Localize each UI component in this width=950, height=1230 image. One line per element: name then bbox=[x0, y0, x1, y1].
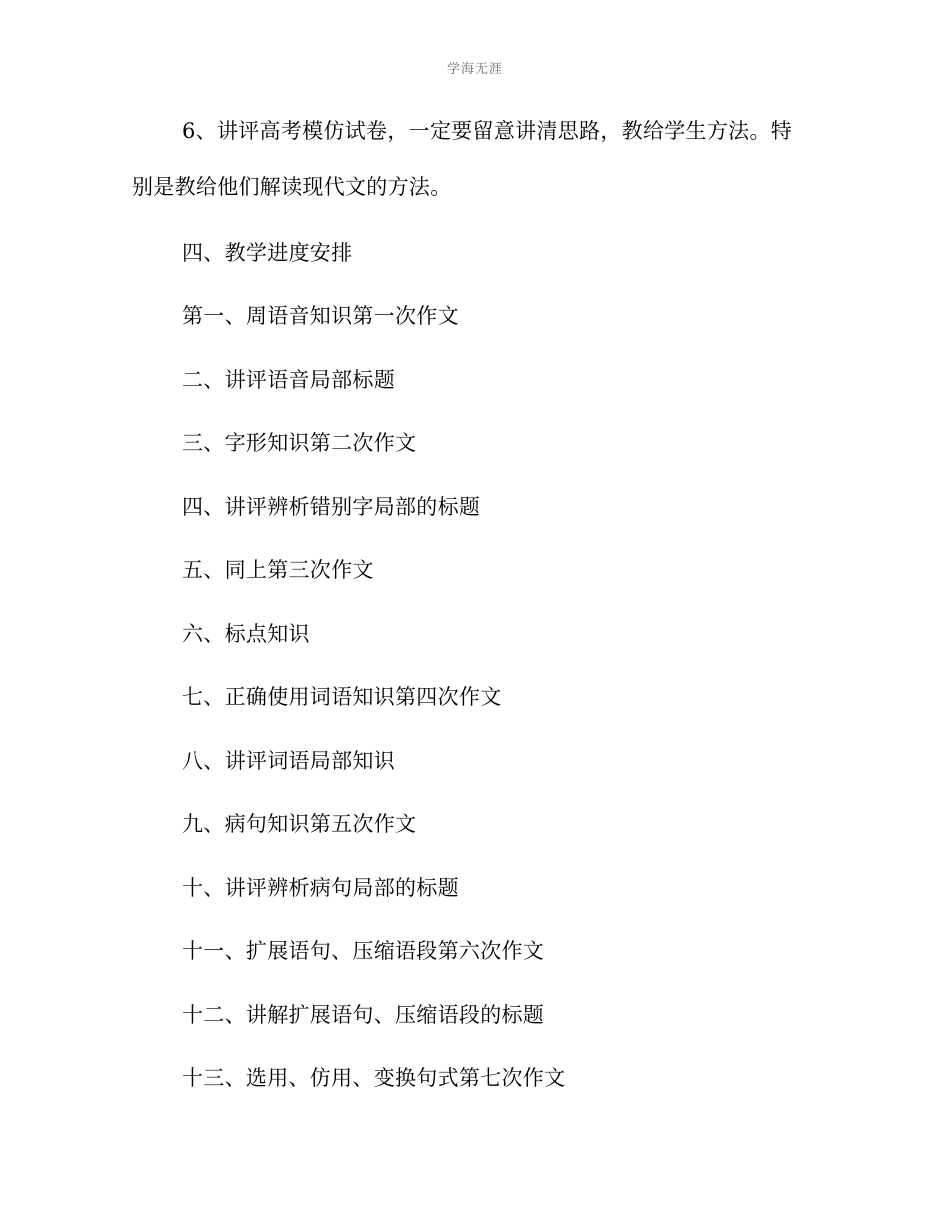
schedule-item: 十二、讲解扩展语句、压缩语段的标题 bbox=[182, 1002, 545, 1027]
schedule-item: 十、讲评辨析病句局部的标题 bbox=[182, 875, 459, 900]
paragraph-item-6-line1: 6、讲评高考模仿试卷，一定要留意讲清思路，教给学生方法。特 bbox=[182, 119, 793, 143]
schedule-item: 四、讲评辨析错别字局部的标题 bbox=[182, 494, 481, 519]
page-watermark: 学海无涯 bbox=[446, 62, 503, 77]
schedule-item: 第一、周语音知识第一次作文 bbox=[182, 304, 459, 329]
schedule-item: 五、同上第三次作文 bbox=[182, 558, 374, 583]
schedule-item: 十三、选用、仿用、变换句式第七次作文 bbox=[182, 1066, 566, 1091]
schedule-item: 九、病句知识第五次作文 bbox=[182, 812, 417, 837]
paragraph-item-6-line2: 别是教给他们解读现代文的方法。 bbox=[132, 174, 452, 199]
schedule-item: 七、正确使用词语知识第四次作文 bbox=[182, 685, 502, 710]
schedule-item: 六、标点知识 bbox=[182, 621, 310, 646]
schedule-item: 八、讲评词语局部知识 bbox=[182, 748, 395, 773]
schedule-item: 二、讲评语音局部标题 bbox=[182, 367, 395, 392]
document-body bbox=[132, 116, 830, 1127]
schedule-item: 十一、扩展语句、压缩语段第六次作文 bbox=[182, 939, 545, 964]
section-title-teaching-schedule: 四、教学进度安排 bbox=[182, 240, 353, 265]
schedule-item: 三、字形知识第二次作文 bbox=[182, 431, 417, 456]
